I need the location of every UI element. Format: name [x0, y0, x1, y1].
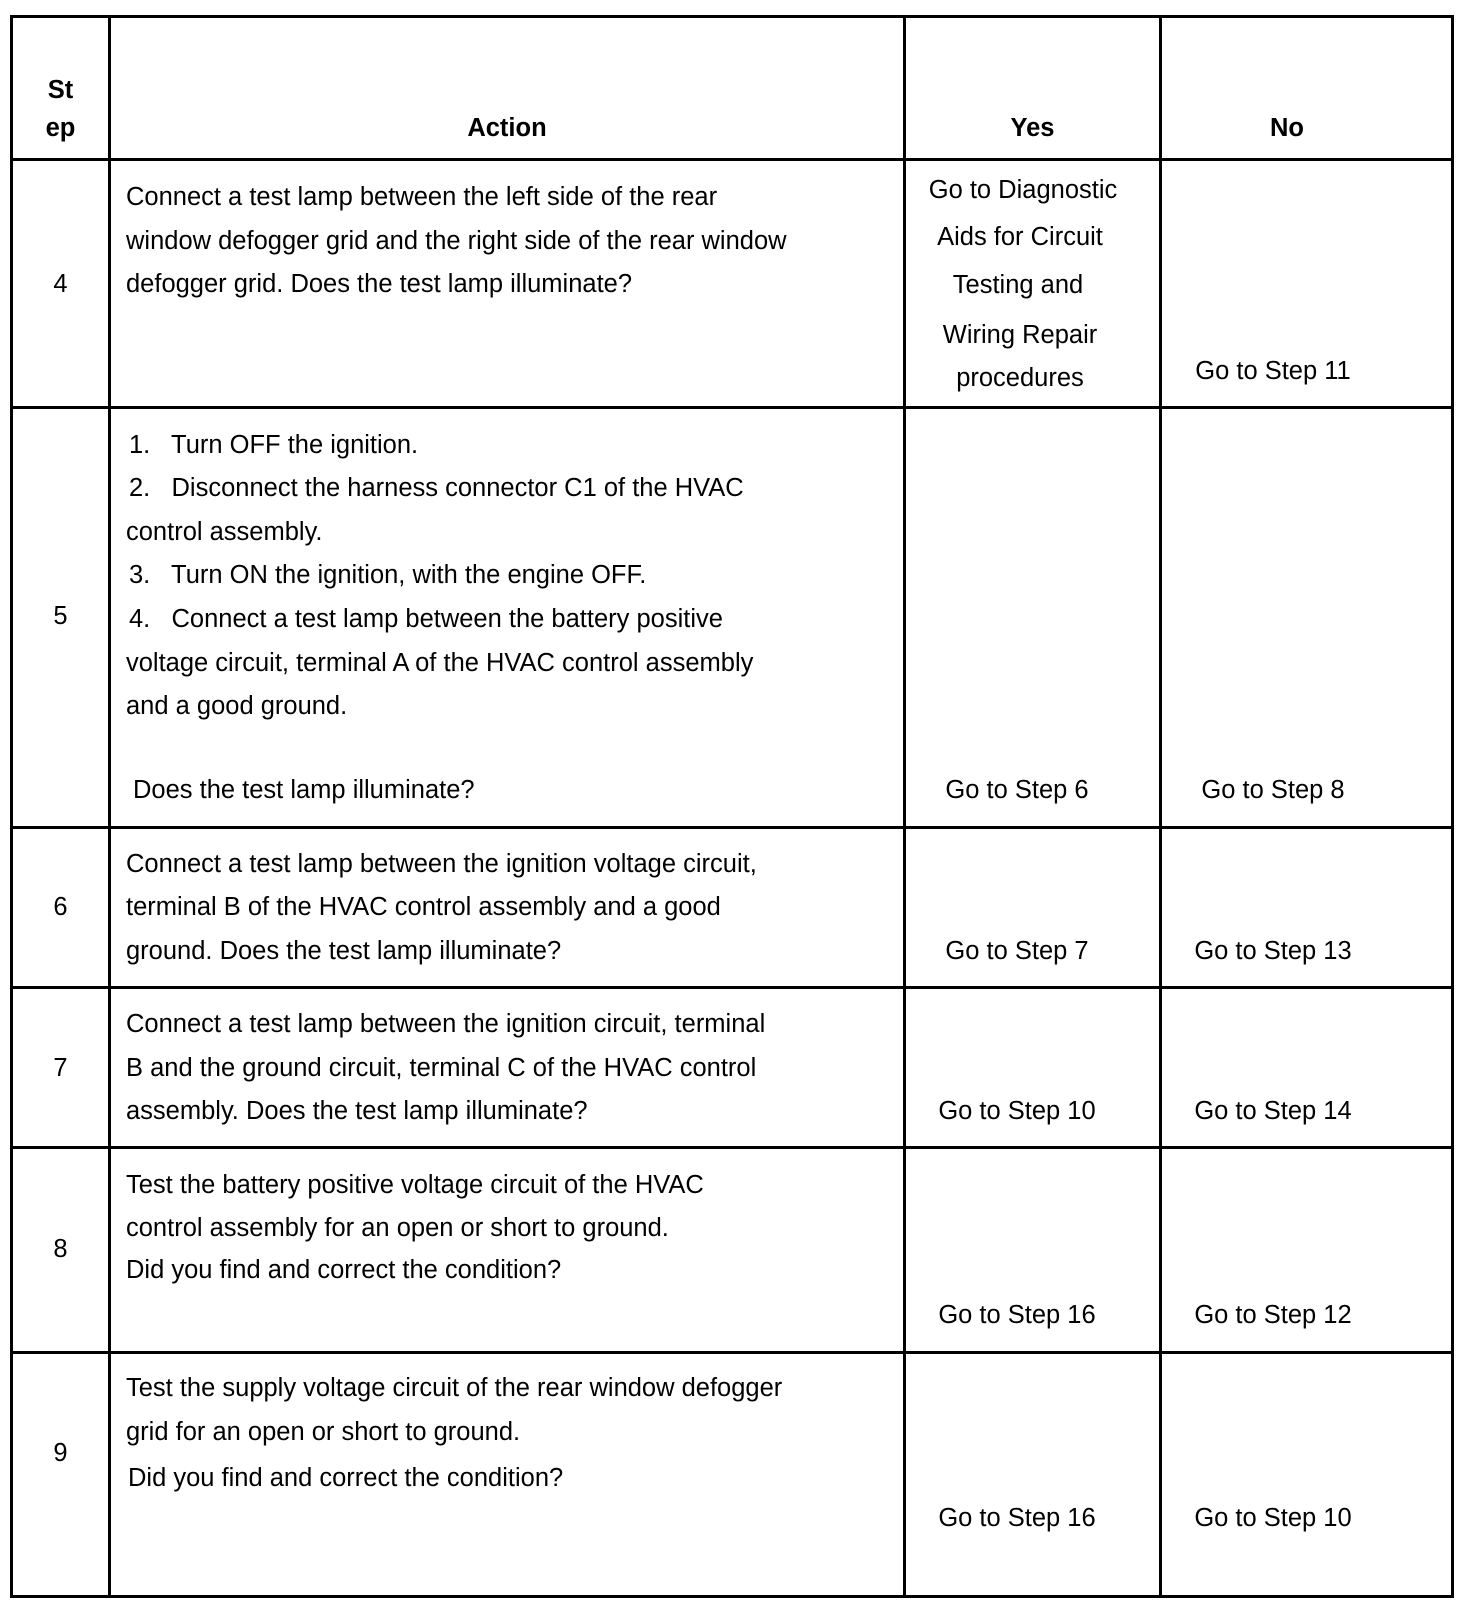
yes-target: Go to Step 16 — [938, 1301, 1096, 1329]
no-target: Go to Step 11 — [1195, 357, 1351, 385]
action-line: ground. Does the test lamp illuminate? — [126, 937, 562, 965]
action-line: grid for an open or short to ground. — [126, 1418, 521, 1446]
action-line: window defogger grid and the right side of the rear window — [126, 227, 787, 255]
action-line: Connect a test lamp between the left side of the rear — [126, 183, 718, 211]
step-number: 4 — [53, 270, 68, 298]
action-line: Test the battery positive voltage circuit of the HVAC — [126, 1171, 704, 1199]
row-divider — [13, 986, 1451, 989]
action-line: Did you find and correct the condition? — [128, 1464, 564, 1492]
yes-line: procedures — [956, 364, 1084, 392]
action-line: assembly. Does the test lamp illuminate? — [126, 1097, 588, 1125]
header-no: No — [1270, 114, 1304, 142]
no-target: Go to Step 10 — [1194, 1504, 1352, 1532]
diagnostic-table — [10, 15, 1454, 1598]
step-number: 8 — [53, 1235, 68, 1263]
action-line: 1. Turn OFF the ignition. — [129, 431, 419, 459]
action-line: 4. Connect a test lamp between the battery positive — [129, 605, 723, 633]
header-yes: Yes — [1010, 114, 1055, 142]
action-line: Test the supply voltage circuit of the rear window defogger — [126, 1374, 783, 1402]
row-divider — [13, 826, 1451, 829]
action-line: 3. Turn ON the ignition, with the engine OFF. — [129, 561, 647, 589]
no-target: Go to Step 12 — [1194, 1301, 1352, 1329]
yes-line: Go to Diagnostic — [928, 176, 1118, 204]
row-divider — [13, 1351, 1451, 1354]
action-line: and a good ground. — [126, 692, 348, 720]
no-target: Go to Step 8 — [1201, 776, 1345, 804]
step-number: 5 — [53, 602, 68, 630]
action-line: control assembly for an open or short to ground. — [126, 1214, 669, 1242]
column-divider — [1159, 18, 1162, 1595]
row-divider — [13, 1146, 1451, 1149]
yes-line: Aids for Circuit — [937, 223, 1103, 251]
action-line: defogger grid. Does the test lamp illuminate? — [126, 270, 633, 298]
action-line: terminal B of the HVAC control assembly and a good — [126, 893, 721, 921]
action-question: Does the test lamp illuminate? — [133, 776, 475, 804]
yes-target: Go to Step 10 — [938, 1097, 1096, 1125]
header-action: Action — [467, 114, 547, 142]
row-divider — [13, 406, 1451, 409]
column-divider — [108, 18, 111, 1595]
step-number: 9 — [53, 1439, 68, 1467]
action-line: B and the ground circuit, terminal C of the HVAC control — [126, 1054, 757, 1082]
action-line: Connect a test lamp between the ignition circuit, terminal — [126, 1010, 766, 1038]
action-line: control assembly. — [126, 518, 323, 546]
yes-target: Go to Step 16 — [938, 1504, 1096, 1532]
header-step-line1: St — [47, 76, 74, 104]
yes-line: Testing and — [952, 271, 1084, 299]
action-line: voltage circuit, terminal A of the HVAC control assembly — [126, 649, 754, 677]
step-number: 7 — [53, 1054, 68, 1082]
header-step-line2: ep — [45, 114, 76, 142]
no-target: Go to Step 14 — [1194, 1097, 1352, 1125]
yes-target: Go to Step 7 — [945, 937, 1089, 965]
step-number: 6 — [53, 893, 68, 921]
row-divider — [13, 158, 1451, 161]
action-line: Did you find and correct the condition? — [126, 1256, 562, 1284]
action-line: Connect a test lamp between the ignition voltage circuit, — [126, 850, 757, 878]
action-line: 2. Disconnect the harness connector C1 of the HVAC — [129, 474, 744, 502]
no-target: Go to Step 13 — [1194, 937, 1352, 965]
column-divider — [903, 18, 906, 1595]
yes-target: Go to Step 6 — [945, 776, 1089, 804]
yes-line: Wiring Repair — [942, 321, 1098, 349]
